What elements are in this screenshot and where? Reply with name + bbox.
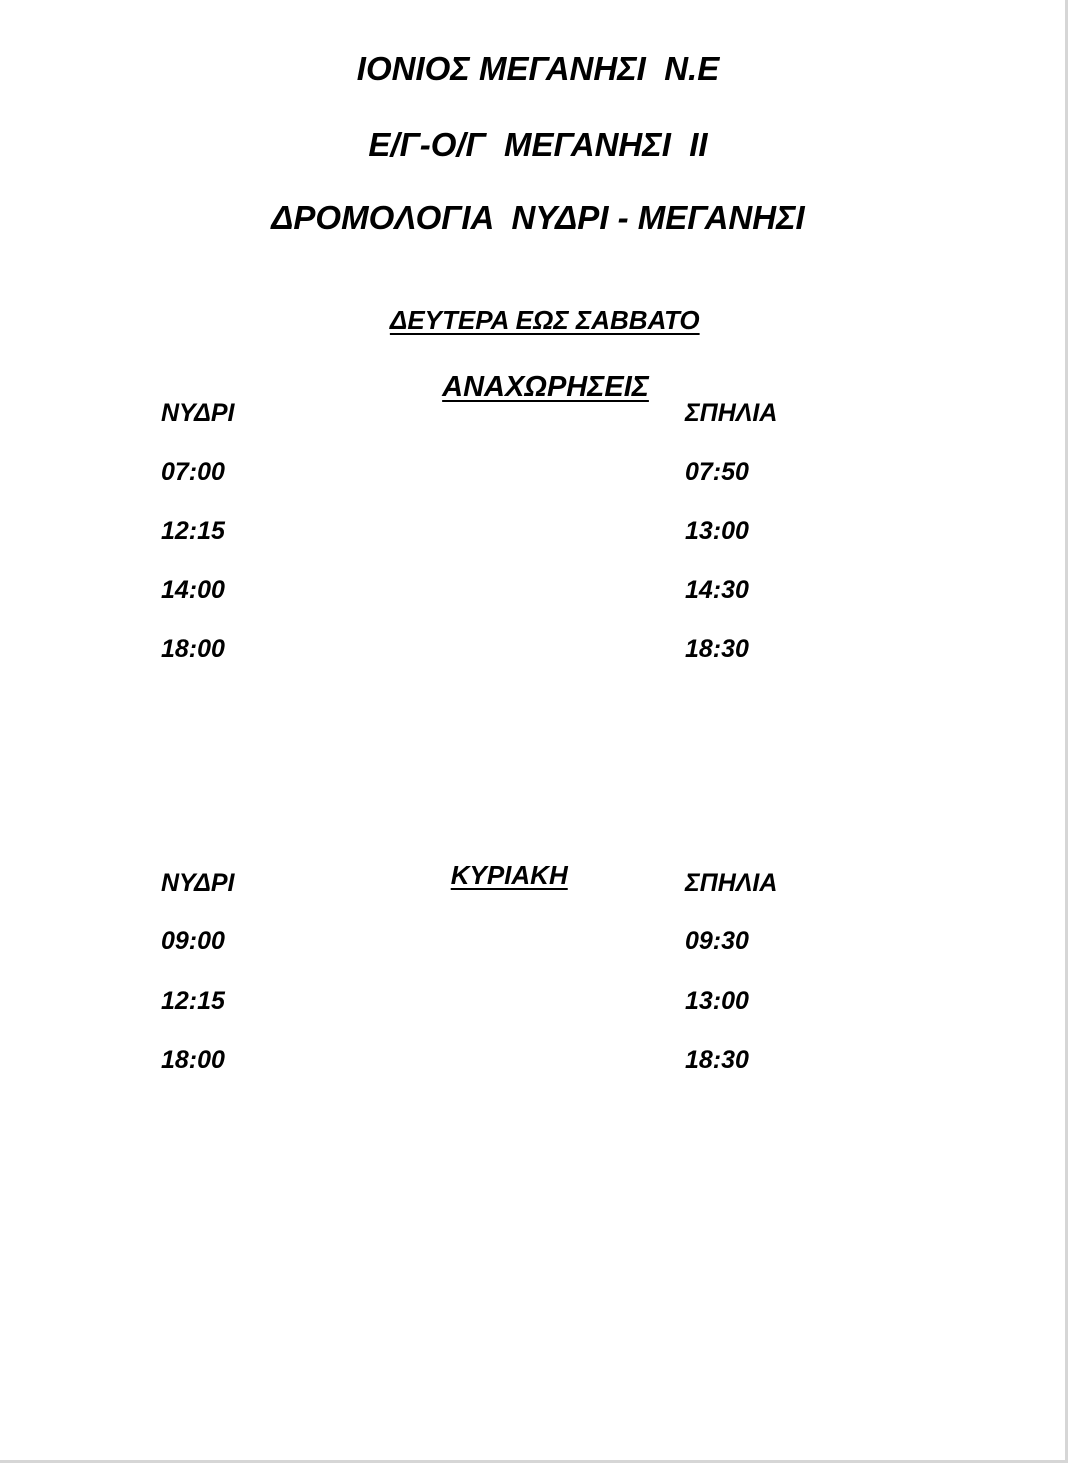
sunday-row-1-spilia: 09:30 [685,927,749,955]
vessel-title: Ε/Γ-Ο/Γ ΜΕΓΑΝΗΣΙ ΙΙ [368,126,708,163]
sunday-row-3-nydri: 18:00 [161,1046,225,1074]
sunday-heading: ΚΥΡΙΑΚΗ [450,860,568,890]
weekdays-heading: ΔΕΥΤΕΡΑ ΕΩΣ ΣΑΒΒΑΤΟ [389,305,700,335]
sunday-row-1-nydri: 09:00 [161,927,225,955]
company-title: ΙΟΝΙΟΣ ΜΕΓΑΝΗΣΙ Ν.Ε [356,50,720,87]
sunday-column-header-right: ΣΠΗΛΙΑ [685,869,778,897]
weekdays-column-header-right: ΣΠΗΛΙΑ [685,399,778,427]
weekdays-row-1-nydri: 07:00 [161,458,225,486]
weekdays-row-4-nydri: 18:00 [161,635,225,663]
sunday-row-3-spilia: 18:30 [685,1046,749,1074]
weekdays-column-header-left: ΝΥΔΡΙ [161,399,235,427]
route-title: ΔΡΟΜΟΛΟΓΙΑ ΝΥΔΡΙ - ΜΕΓΑΝΗΣΙ [271,199,805,236]
weekdays-row-3-spilia: 14:30 [685,576,749,604]
weekdays-row-3-nydri: 14:00 [161,576,225,604]
weekdays-row-2-spilia: 13:00 [685,517,749,545]
weekdays-row-4-spilia: 18:30 [685,635,749,663]
weekdays-row-2-nydri: 12:15 [161,517,225,545]
sunday-row-2-spilia: 13:00 [685,987,749,1015]
weekdays-row-1-spilia: 07:50 [685,458,749,486]
sunday-column-header-left: ΝΥΔΡΙ [161,869,235,897]
departures-heading: ΑΝΑΧΩΡΗΣΕΙΣ [442,371,649,403]
sunday-row-2-nydri: 12:15 [161,987,225,1015]
